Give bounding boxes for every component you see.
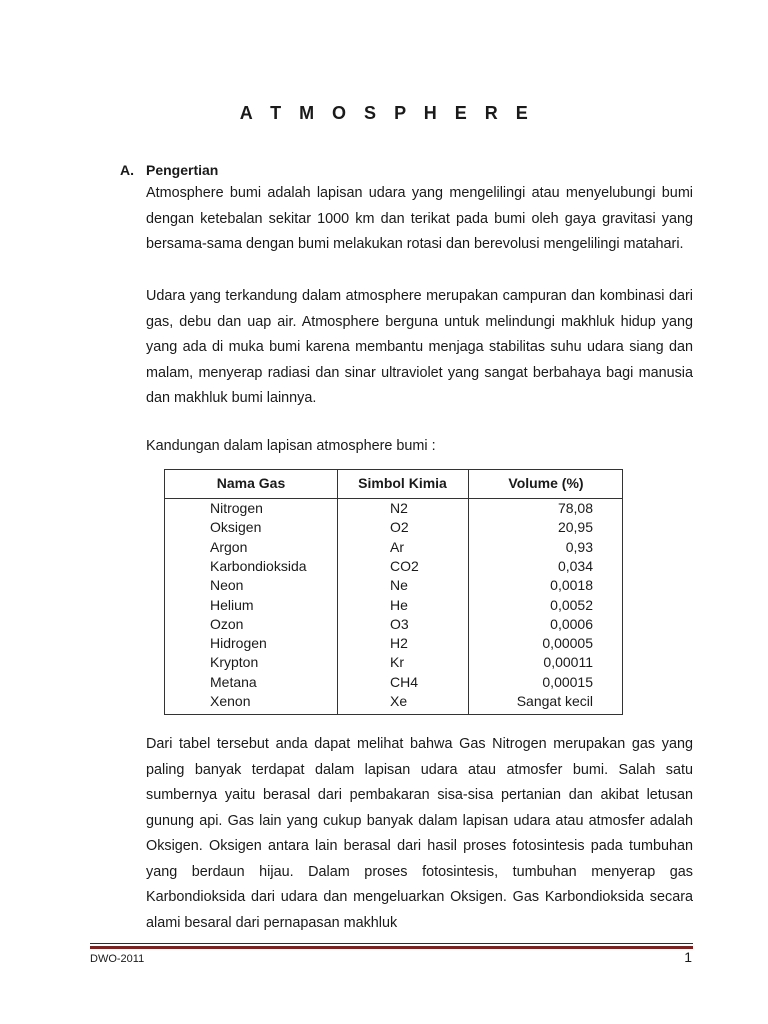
footer-rule-thick xyxy=(90,946,693,949)
table-row xyxy=(165,674,622,693)
header-gas-name: Nama Gas xyxy=(216,475,286,491)
gas-name-cell: Oksigen xyxy=(210,519,262,536)
volume-cell: 0,0052 xyxy=(550,596,593,613)
header-chemical-symbol: Simbol Kimia xyxy=(358,475,447,491)
volume-cell: 0,93 xyxy=(565,538,593,555)
volume-cell: Sangat kecil xyxy=(516,693,593,709)
table-row xyxy=(165,597,622,616)
symbol-cell: O2 xyxy=(390,519,409,536)
table-row xyxy=(165,539,622,558)
gas-composition-table xyxy=(164,469,623,715)
section-title: Pengertian xyxy=(146,162,219,178)
volume-cell: 20,95 xyxy=(557,519,593,536)
volume-cell: 0,034 xyxy=(557,557,593,574)
volume-cell: 0,0018 xyxy=(550,577,593,594)
section-letter: A. xyxy=(120,162,134,178)
symbol-cell: Ne xyxy=(390,577,408,594)
paragraph-table-intro: Kandungan dalam lapisan atmosphere bumi : xyxy=(146,438,436,454)
table-row xyxy=(165,577,622,596)
symbol-cell: O3 xyxy=(390,615,409,632)
gas-name-cell: Neon xyxy=(210,577,244,594)
header-divider xyxy=(165,498,622,499)
paragraph-explanation: Dari tabel tersebut anda dapat melihat bahwa Gas Nitrogen merupakan gas yang paling banyak terdapat dalam lapisan udara atau atmosfer bumi. Salah satu sumbernya yaitu berasal dari pembakaran sisa-sisa pertanian dan akibat letusan gunung api. Gas lain yang cukup banyak dalam lapisan udara atau atmosfer adalah Oksigen. Oksigen antara lain berasal dari hasil proses fotosintesis pada tumbuhan yang berdaun hijau. Dalam proses fotosintesis, tumbuhan menyerap gas Karbondioksida dari udara dan mengeluarkan Oksigen. Gas Karbondioksida secara alami besaral dari pernapasan makhluk xyxy=(146,736,693,931)
table-row xyxy=(165,616,622,635)
footer-rule-thin xyxy=(90,943,693,944)
gas-name-cell: Metana xyxy=(210,673,257,690)
volume-cell: 0,0006 xyxy=(550,615,593,632)
table-row xyxy=(165,635,622,654)
gas-name-cell: Xenon xyxy=(210,693,251,709)
paragraph-definition: Atmosphere bumi adalah lapisan udara yang mengelilingi atau menyelubungi bumi dengan ketebalan sekitar 1000 km dan terikat pada bumi oleh gaya gravitasi yang bersama-sama dengan bumi melakukan rotasi dan berevolusi mengelilingi matahari. xyxy=(146,185,693,252)
gas-name-cell: Nitrogen xyxy=(210,500,263,516)
table-row xyxy=(165,519,622,538)
symbol-cell: CO2 xyxy=(390,557,419,574)
section-heading xyxy=(120,162,218,178)
symbol-cell: CH4 xyxy=(390,673,419,690)
symbol-cell: N2 xyxy=(390,500,408,516)
table-row xyxy=(165,693,622,712)
gas-name-cell: Hidrogen xyxy=(210,635,267,652)
gas-name-cell: Argon xyxy=(210,538,248,555)
paragraph-composition: Udara yang terkandung dalam atmosphere merupakan campuran dan kombinasi dari gas, debu dan uap air. Atmosphere berguna untuk melindungi makhluk hidup yang yang ada di muka bumi karena membantu menjaga stabilitas suhu udara siang dan malam, menyerap radiasi dan sinar ultraviolet yang sangat berbahaya bagi manusia dan makhluk bumi lainnya. xyxy=(146,288,693,406)
symbol-cell: H2 xyxy=(390,635,408,652)
header-volume: Volume (%) xyxy=(508,475,584,491)
symbol-cell: Xe xyxy=(390,693,408,709)
volume-cell: 0,00011 xyxy=(543,654,593,671)
volume-cell: 0,00005 xyxy=(542,635,593,652)
volume-cell: 0,00015 xyxy=(542,673,593,690)
symbol-cell: Kr xyxy=(390,654,404,671)
table-row xyxy=(165,654,622,673)
gas-name-cell: Krypton xyxy=(210,654,259,671)
gas-name-cell: Ozon xyxy=(210,615,244,632)
gas-name-cell: Karbondioksida xyxy=(210,557,307,574)
table-row xyxy=(165,558,622,577)
symbol-cell: Ar xyxy=(390,538,404,555)
page-number: 1 xyxy=(684,949,692,965)
table-row xyxy=(165,500,622,519)
symbol-cell: He xyxy=(390,596,408,613)
gas-name-cell: Helium xyxy=(210,596,254,613)
footer-label: DWO-2011 xyxy=(90,953,145,965)
page-title: A T M O S P H E R E xyxy=(239,103,535,123)
volume-cell: 78,08 xyxy=(557,500,593,516)
